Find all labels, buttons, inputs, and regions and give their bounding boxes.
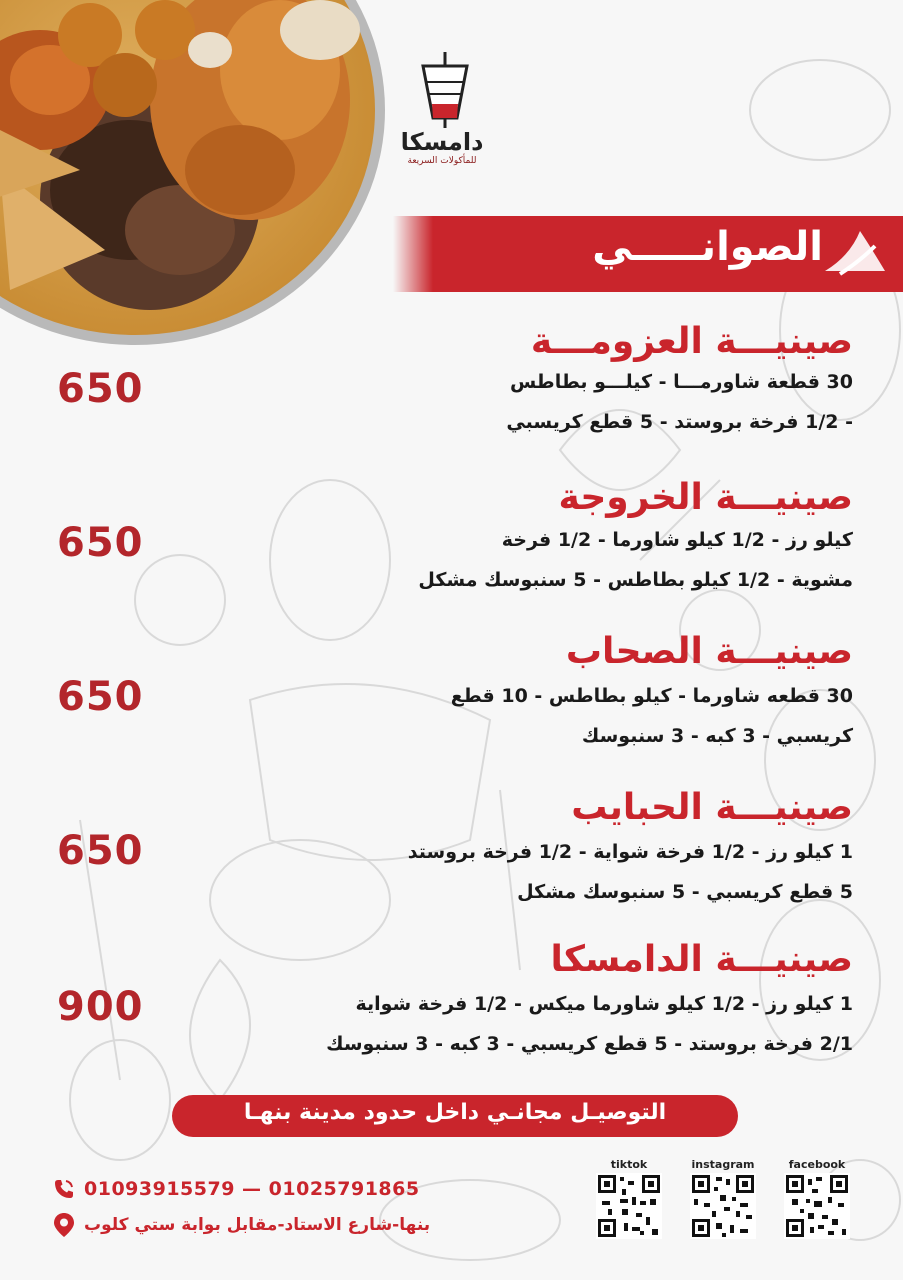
item-price: 900 [57, 984, 144, 1030]
menu-item [233, 320, 853, 434]
item-description: - 1/2 فرخة بروستد - 5 قطع كريسبي [506, 411, 853, 433]
qr-label: instagram [691, 1158, 755, 1171]
banner-brush-edge [393, 216, 433, 292]
instagram-qr[interactable] [690, 1158, 756, 1239]
item-description: 1 كيلو رز - 1/2 فرخة شواية - 1/2 فرخة بروستد [407, 841, 853, 863]
contact-phones [52, 1177, 420, 1201]
item-price: 650 [57, 366, 144, 412]
brand-tagline: للمأكولات السريعة [407, 156, 477, 166]
contact-address [52, 1212, 430, 1238]
menu-item [233, 938, 853, 1056]
item-name: صينيـــة الدامسكا [550, 939, 853, 980]
item-description: كيلو رز - 1/2 كيلو شاورما - 1/2 فرخة [501, 529, 853, 551]
delivery-banner [172, 1095, 738, 1137]
item-price: 650 [57, 520, 144, 566]
item-price: 650 [57, 674, 144, 720]
brand-name: دامسكا [400, 128, 484, 156]
tiktok-qr[interactable] [596, 1158, 662, 1239]
menu-item [233, 786, 853, 904]
swoosh-icon [820, 226, 890, 276]
phone-numbers[interactable]: 01093915579 — 01025791865 [84, 1178, 420, 1200]
item-name: صينيـــة الحبايب [571, 787, 853, 828]
qr-label: tiktok [610, 1158, 648, 1171]
item-name: صينيـــة العزومـــة [530, 321, 853, 362]
qr-code-icon [690, 1173, 756, 1239]
qr-code-icon [596, 1173, 662, 1239]
section-title: الصوانـــــي [592, 224, 823, 270]
menu-item [233, 630, 853, 748]
address-text: بنها-شارع الاستاد-مقابل بوابة ستي كلوب [84, 1215, 431, 1235]
food-platter-image [0, 0, 390, 350]
item-description: كريسبي - 3 كبه - 3 سنبوسك [581, 725, 853, 747]
item-description: مشوية - 1/2 كيلو بطاطس - 5 سنبوسك مشكل [418, 569, 853, 591]
menu-item [233, 476, 853, 592]
item-price: 650 [57, 828, 144, 874]
item-description: 1 كيلو رز - 1/2 كيلو شاورما ميكس - 1/2 فرخة شواية [355, 993, 853, 1015]
item-description: 5 قطع كريسبي - 5 سنبوسك مشكل [517, 881, 853, 903]
item-description: 30 قطعه شاورما - كيلو بطاطس - 10 قطع [450, 685, 853, 707]
item-name: صينيـــة الصحاب [565, 631, 853, 672]
item-description: 2/1 فرخة بروستد - 5 قطع كريسبي - 3 كبه - 3 سنبوسك [326, 1033, 853, 1055]
phone-icon [52, 1177, 76, 1201]
item-name: صينيـــة الخروجة [558, 477, 853, 518]
item-description: 30 قطعة شاورمـــا - كيلـــو بطاطس [509, 371, 853, 393]
facebook-qr[interactable] [784, 1158, 850, 1239]
delivery-text: التوصيـل مجانـي داخل حدود مدينة بنهـا [243, 1100, 667, 1125]
qr-label: facebook [788, 1158, 846, 1171]
qr-code-icon [784, 1173, 850, 1239]
location-pin-icon [52, 1212, 76, 1238]
